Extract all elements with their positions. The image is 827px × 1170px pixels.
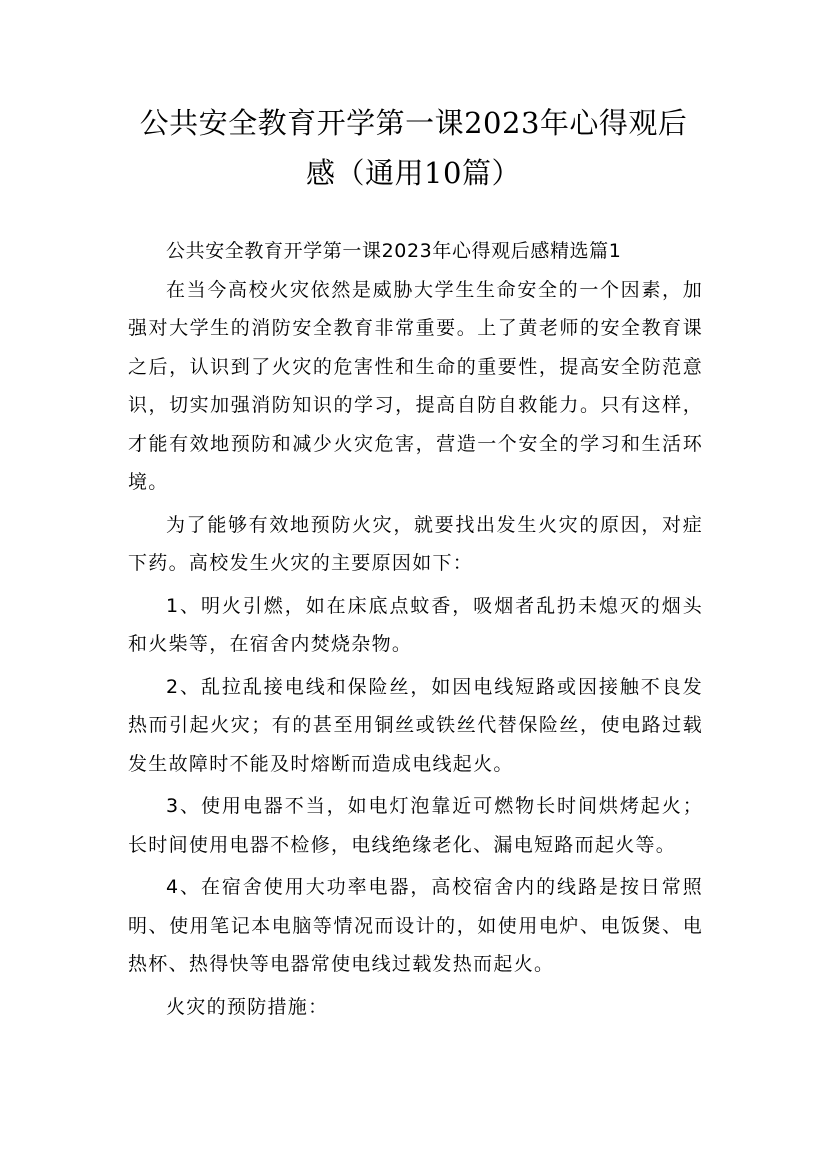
section-heading: 公共安全教育开学第一课2023年心得观后感精选篇1	[166, 240, 622, 262]
paragraph-cause-2: 2、乱拉乱接电线和保险丝，如因电线短路或因接触不良发热而引起火灾；有的甚至用铜丝或铁丝代替保险丝，使电路过载发生故障时不能及时熔断而造成电线起火。	[128, 675, 703, 775]
paragraph-cause-4: 4、在宿舍使用大功率电器，高校宿舍内的线路是按日常照明、使用笔记本电脑等情况而设计的，如使用电炉、电饭煲、电热杯、热得快等电器常使电线过载发热而起火。	[128, 876, 703, 975]
paragraph-cause-3: 3、使用电器不当，如电灯泡靠近可燃物长时间烘烤起火；长时间使用电器不检修，电线绝缘老化、漏电短路而起火等。	[128, 795, 703, 856]
paragraph-cause-1: 1、明火引燃，如在床底点蚊香，吸烟者乱扔未熄灭的烟头和火柴等，在宿舍内焚烧杂物。	[128, 594, 703, 655]
paragraph-causes-intro: 为了能够有效地预防火灾，就要找出发生火灾的原因，对症下药。高校发生火灾的主要原因如下：	[128, 513, 703, 574]
document-title-line-1: 公共安全教育开学第一课2023年心得观后	[139, 106, 688, 140]
paragraph-prevention-heading: 火灾的预防措施：	[166, 995, 329, 1018]
document-body	[128, 232, 703, 1026]
document-title	[120, 98, 707, 198]
paragraph-intro: 在当今高校火灾依然是威胁大学生生命安全的一个因素，加强对大学生的消防安全教育非常重要。上了黄老师的安全教育课之后，认识到了火灾的危害性和生命的重要性，提高安全防范意识，切实加强消防知识的学习，提高自防自救能力。只有这样，才能有效地预防和减少火灾危害，营造一个安全的学习和生活环境。	[128, 278, 703, 493]
document-title-line-2: 感（通用10篇）	[306, 156, 521, 190]
